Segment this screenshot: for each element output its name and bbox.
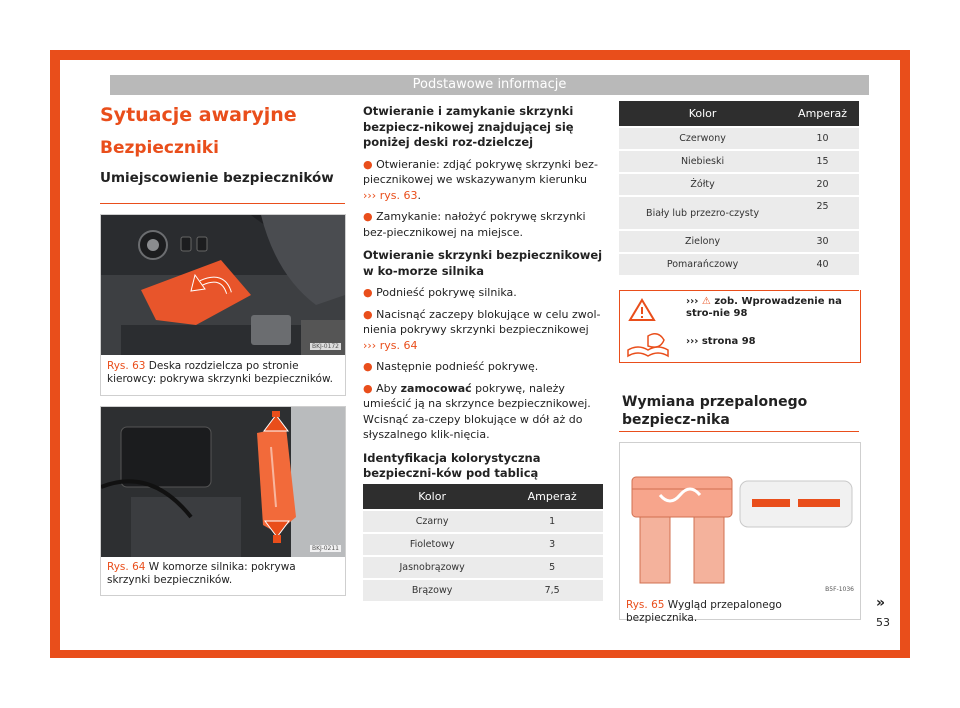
table-header-row [363, 484, 603, 509]
fuse-replacement-title: Wymiana przepalonego bezpiecz-nika [622, 394, 808, 428]
table-row: Brązowy 7,5 [363, 580, 603, 601]
fuse-color-table-1 [363, 482, 603, 603]
figure-ref-64[interactable]: ››› rys. 64 [363, 338, 418, 352]
figure-63 [100, 214, 346, 396]
middle-column [363, 104, 603, 501]
warning-triangle-icon [628, 298, 656, 322]
table-row: Fioletowy 3 [363, 534, 603, 555]
bullet-icon: ● [363, 360, 377, 373]
section-title: Sytuacje awaryjne [100, 104, 297, 126]
figure-code: BKJ-0211 [311, 545, 339, 552]
table-row: Niebieski 15 [619, 151, 859, 172]
figure-label: Rys. 65 [626, 599, 665, 611]
bullet-icon: ● [363, 286, 377, 299]
column-header: Amperaż [786, 101, 859, 126]
figure-caption [107, 561, 339, 587]
table-row: Pomarańczowy 40 [619, 254, 859, 275]
subsection-title: Bezpieczniki [100, 138, 219, 158]
bullet-icon: ● [363, 307, 377, 321]
bullet-icon: ● [363, 381, 377, 395]
column-header: Amperaż [501, 484, 603, 509]
warning-text: ››› ⚠ zob. Wprowadzenie na stro-nie 98 [686, 296, 842, 319]
list-item: ● Aby zamocować pokrywę, należy umieścić ją na skrzynce bezpiecznikowej. Wcisnąć za-czepy blokujące w dół aż do słyszalnego klik-nięcia. [363, 381, 591, 441]
heading-open-engine: Otwieranie skrzynki bezpiecznikowej w ko-morze silnika [363, 248, 603, 278]
list-item: ● Nacisnąć zaczepy blokujące w celu zwol-nienia pokrywy skrzynki bezpiecznikowej ››› rys. 64 [363, 307, 601, 352]
table-row: Jasnobrązowy 5 [363, 557, 603, 578]
list-item: ● Następnie podnieść pokrywę. [363, 360, 539, 373]
table-row: Czerwony 10 [619, 128, 859, 149]
warning-box [619, 290, 861, 363]
engine-bay-photo [101, 407, 345, 557]
blown-fuse-illustration [620, 443, 860, 593]
bullet-icon: ● [363, 210, 377, 223]
environment-book-icon [626, 330, 670, 358]
figure-code: BKJ-0172 [311, 343, 339, 350]
environment-reference[interactable]: ››› strona 98 [686, 336, 756, 347]
page-frame [50, 50, 910, 658]
figure-label: Rys. 64 [107, 561, 146, 573]
continue-marker: » [876, 595, 886, 611]
table-header-row [619, 101, 859, 126]
warning-inline-icon: ⚠ [701, 296, 711, 307]
list-item: ● Zamykanie: nałożyć pokrywę skrzynki bez-piecznikowej na miejsce. [363, 210, 586, 239]
page-number: 53 [876, 616, 890, 629]
left-column [100, 104, 345, 186]
heading-fuse-colors: Identyfikacja kolorystyczna bezpieczni-ków pod tablicą [363, 450, 541, 480]
table-row: Czarny 1 [363, 511, 603, 532]
dashboard-photo [101, 215, 345, 355]
dashboard-illustration [101, 215, 345, 355]
figure-caption [107, 360, 339, 386]
bullet-icon: ● [363, 157, 377, 171]
title-rule [619, 431, 859, 432]
figure-label: Rys. 63 [107, 360, 146, 372]
figure-caption [626, 599, 854, 625]
figure-ref-63[interactable]: ››› rys. 63 [363, 188, 418, 202]
page-header: Podstawowe informacje [110, 75, 869, 95]
figure-code: B5F-1036 [825, 586, 854, 593]
list-item: ● Otwieranie: zdjąć pokrywę skrzynki bez-piecznikowej we wskazywanym kierunku ››› rys. 63. [363, 157, 598, 202]
column-header: Kolor [619, 101, 786, 126]
manual-page [60, 60, 900, 650]
heading-open-close-dash: Otwieranie i zamykanie skrzynki bezpiecz-nikowej znajdującej się poniżej deski roz-dzielczej [363, 104, 574, 149]
column-header: Kolor [363, 484, 501, 509]
title-rule [100, 203, 345, 204]
warning-reference[interactable]: zob. Wprowadzenie na stro-nie 98 [686, 296, 842, 319]
engine-bay-illustration [101, 407, 345, 557]
topic-title: Umiejscowienie bezpieczników [100, 170, 334, 186]
figure-caption-text: Wygląd przepalonego bezpiecznika. [626, 599, 782, 624]
table-row: Zielony 30 [619, 231, 859, 252]
table-row: Biały lub przezro-czysty 25 [619, 197, 859, 229]
figure-caption-text: Deska rozdzielcza po stronie kierowcy: pokrywa skrzynki bezpieczników. [107, 360, 333, 385]
fuse-color-table-2 [619, 99, 859, 277]
fuse-photo [620, 443, 860, 593]
list-item: ● Podnieść pokrywę silnika. [363, 286, 517, 299]
figure-caption-text: W komorze silnika: pokrywa skrzynki bezpieczników. [107, 561, 296, 586]
figure-65 [619, 442, 861, 624]
figure-64 [100, 406, 346, 596]
table-row: Żółty 20 [619, 174, 859, 195]
